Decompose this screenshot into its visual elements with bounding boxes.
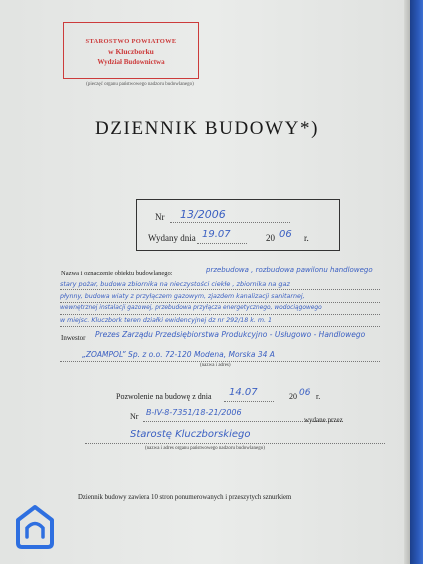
permit-nr: B-IV-8-7351/18-21/2006 [146,408,242,417]
object-dots-2 [60,302,380,303]
watermark-logo-icon [14,503,56,551]
object-dots-1 [60,289,380,290]
issued-dots [197,243,247,244]
issuer-dots [85,443,385,444]
object-label: Nazwa i oznaczenie obiektu budowlanego: [61,270,173,277]
stamp-caption: (pieczęć organu państwowego nadzoru budowlanego) [86,82,194,87]
object-dots-3 [60,314,380,315]
stamp-line-2: w Kluczborku [108,47,154,56]
stamp-line-1: STAROSTWO POWIATOWE [85,38,177,45]
permit-issued-by-label: wydane przez [304,416,343,424]
object-line-3: płynny, budowa wiaty z przyłączem gazowym, zjazdem kanalizacji sanitarnej, [60,293,305,300]
investor-label: Inwestor [61,334,86,342]
permit-year-suffix: 06 [299,388,311,398]
investor-line-1: Prezes Zarządu Przedsiębiorstwa Produkcyjno - Usługowo - Handlowego [95,330,366,339]
permit-year-prefix: 20 [289,392,297,401]
nr-dots [170,222,290,223]
investor-line-2: „ZOAMPOL” Sp. z o.o. 72-120 Modena, Morska 34 A [82,350,275,359]
office-stamp [63,22,199,79]
permit-year-unit: r. [316,392,321,401]
object-line-1: przebudowa , rozbudowa pawilonu handlowego [206,266,373,274]
nr-label: Nr [155,212,165,222]
footer-note: Dziennik budowy zawiera 10 stron ponumerowanych i przeszytych sznurkiem [78,494,292,501]
investor-caption: (nazwa i adres) [200,363,231,368]
object-line-4: wewnętrznej instalacji gazowej, przebudowa przyłącza energetycznego, wodociągowego [60,305,322,311]
permit-nr-label: Nr [130,412,139,421]
document-title: DZIENNIK BUDOWY*) [94,118,320,139]
object-dots-4 [60,326,380,327]
issuer-caption: (nazwa i adres organu państwowego nadzoru budowlanego) [145,446,265,451]
object-line-5: w miejsc. Kluczbork teren działki ewidencyjnej dz nr 292/18 k. m. 1 [60,317,273,324]
permit-issuer: Starostę Kluczborskiego [130,429,251,440]
blue-spine [410,0,423,564]
issued-label: Wydany dnia [148,233,196,243]
issued-year-prefix: 20 [266,233,275,243]
permit-date-dots [224,401,274,402]
object-line-2: stary pożar, budowa zbiornika na nieczystości ciekłe , zbiornika na gaz [60,280,290,288]
investor-dots [60,361,380,362]
stamp-line-3: Wydział Budownictwa [97,58,165,66]
nr-value: 13/2006 [180,208,226,221]
issued-day-month: 19.07 [202,229,231,240]
issued-year-suffix: 06 [279,229,292,240]
permit-label: Pozwolenie na budowę z dnia [116,392,212,401]
permit-date: 14.07 [229,387,258,398]
issued-year-unit: r. [304,233,309,243]
